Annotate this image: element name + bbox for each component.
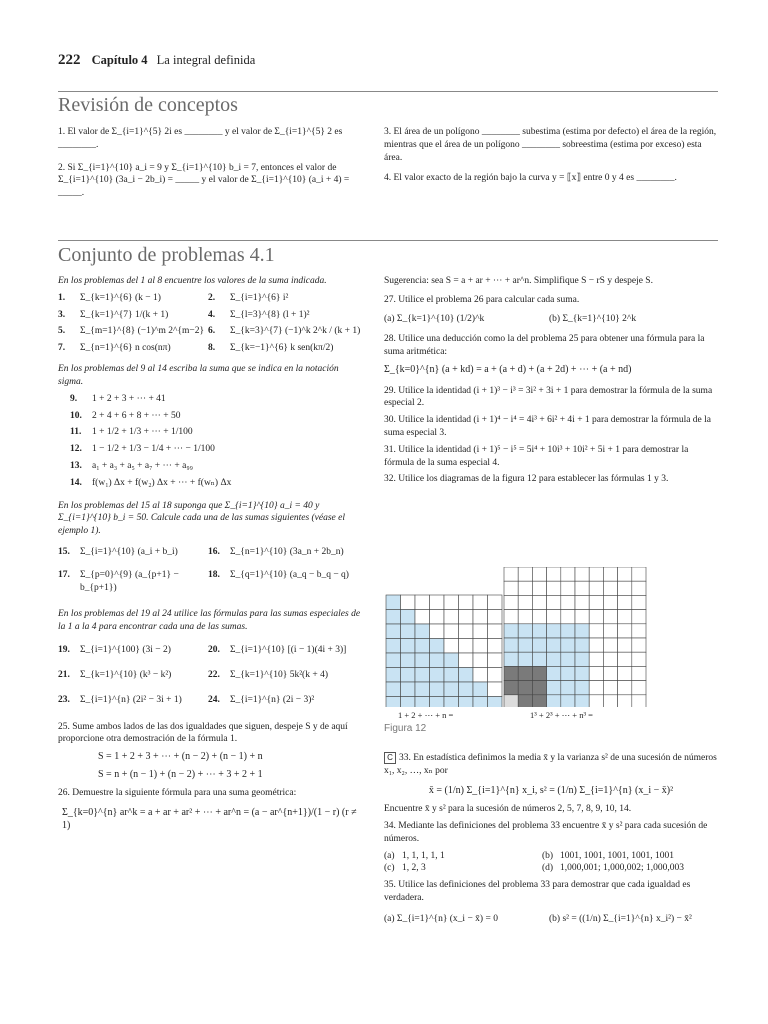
grid-cell [473,610,488,625]
grid-cell [603,595,617,609]
grid-cell [459,595,474,610]
problem-35: 35. Utilice las definiciones del problema 33 para demostrar que cada igualdad es verdadera. [384,880,691,903]
grid-cell [589,567,603,581]
problem-25-eq2: S = n + (n − 1) + (n − 2) + ⋯ + 3 + 2 + 1 [98,768,263,780]
problem-num: 2. [208,292,216,303]
problem-num: 3. [58,309,66,320]
grid-cell [603,624,617,638]
cube-grid [504,567,646,707]
problem-num: 17. [58,569,70,580]
grid-cell [518,567,532,581]
problem-expr: 1 − 1/2 + 1/3 − 1/4 + ⋯ − 1/100 [92,444,215,455]
problem-row [58,569,363,595]
grid-cell [504,666,518,680]
grid-cell [561,610,575,624]
problem-27-opts [384,313,718,326]
grid-cell [459,682,474,697]
grid-cell [401,610,416,625]
problem-num: 23. [58,694,70,705]
problems-right-bottom [384,752,718,930]
problem-num: 12. [70,444,82,455]
grid-cell [430,610,445,625]
grid-cell [561,624,575,638]
problem-row [70,393,363,406]
problem-num: 22. [208,669,220,680]
grid-cell [488,668,503,683]
grid-cell [504,681,518,695]
problem-29: 29. Utilice la identidad (i + 1)³ − i³ = 3i² + 3i + 1 para demostrar la fórmula de la suma especial 2. [384,385,713,409]
grid-cell [547,652,561,666]
problem-expr: Σ_{k=−1}^{6} k sen(kπ/2) [230,343,334,354]
opt-label: (d) [542,863,554,874]
problem-row [58,546,363,559]
grid-cell [415,610,430,625]
opt-label: (c) [384,863,395,874]
problem-25-eq1: S = 1 + 2 + 3 + ⋯ + (n − 2) + (n − 1) + n [98,751,263,763]
grid-cell [603,581,617,595]
grid-cell [589,638,603,652]
grid-cell [518,638,532,652]
grid-cell [415,624,430,639]
grid-cell [561,581,575,595]
problem-25: 25. Sume ambos lados de las dos igualdades que siguen, despeje S y de aquí proporcione otra demostración de la fórmula 1. [58,721,348,745]
grid-cell [488,697,503,708]
review-left [58,126,363,204]
problem-num: 24. [208,694,220,705]
grid-cell [488,682,503,697]
grid-cell [473,595,488,610]
figure-right-label: 1³ + 2³ + ⋯ + n³ = [530,710,593,720]
grid-cell [632,695,646,707]
grid-cell [632,567,646,581]
grid-cell [488,653,503,668]
grid-cell [575,581,589,595]
problem-expr: Σ_{q=1}^{10} (a_q − b_q − q) [230,569,349,580]
grid-cell [518,695,532,707]
grid-cell [473,697,488,708]
opt-value: 1001, 1001, 1001, 1001, 1001 [560,850,674,861]
problem-num: 16. [208,547,220,557]
problems-19-24 [58,644,363,706]
grid-cell [488,595,503,610]
grid-cell [386,682,401,697]
grid-cell [504,638,518,652]
grid-cell [547,666,561,680]
problem-expr: Σ_{i=1}^{10} (a_i + b_i) [80,547,178,557]
grid-cell [603,652,617,666]
grid-cell [473,624,488,639]
intro-15-18: En los problemas del 15 al 18 suponga que Σ_{i=1}^{10} a_i = 40 y Σ_{i=1}^{10} b_i = 50. Calcule cada una de las sumas siguientes (véase el ejemplo 1). [58,500,346,537]
opt-label: (b) [542,850,554,861]
review-right [384,126,718,189]
problem-row [70,410,363,423]
grid-cell [488,624,503,639]
review-q2: 2. Si Σ_{i=1}^{10} a_i = 9 y Σ_{i=1}^{10} b_i = 7, entonces el valor de Σ_{i=1}^{10} (3a_i − 2b_i) = _____ y el valor de Σ_{i=1}^{10} (a_i + 4) = _____. [58,162,350,199]
problem-num: 20. [208,645,220,656]
intro-9-14: En los problemas del 9 al 14 escriba la suma que se indica en la notación sigma. [58,364,339,387]
section-rule [58,240,718,241]
grid-cell [444,682,459,697]
grid-cell [618,695,632,707]
grid-cell [575,595,589,609]
grid-cell [386,653,401,668]
grid-cell [618,581,632,595]
grid-cell [532,666,546,680]
grid-cell [430,595,445,610]
problem-row [58,325,363,338]
grid-cell [504,652,518,666]
problem-expr: a₁ + a₃ + a₅ + a₇ + ⋯ + a₉₉ [92,460,193,471]
problem-num: 5. [58,326,66,337]
grid-cell [459,668,474,683]
grid-cell [401,697,416,708]
grid-cell [518,581,532,595]
grid-cell [575,624,589,638]
grid-cell [547,624,561,638]
grid-cell [589,581,603,595]
grid-cell [547,567,561,581]
grid-cell [504,595,518,609]
grid-cell [415,682,430,697]
problem-num: 11. [70,427,82,438]
grid-cell [561,681,575,695]
grid-cell [488,610,503,625]
grid-cell [618,624,632,638]
problem-row [70,443,363,456]
problems-right-top [384,275,718,490]
grid-cell [415,653,430,668]
problem-expr: Σ_{k=1}^{7} 1/(k + 1) [80,309,169,320]
grid-cell [547,638,561,652]
grid-cell [561,567,575,581]
review-q4: 4. El valor exacto de la región bajo la curva y = ⟦x⟧ entre 0 y 4 es ________. [384,173,677,184]
problem-34: 34. Mediante las definiciones del problema 33 encuentre x̄ y s² para cada sucesión de números. [384,820,708,844]
problem-row [58,342,363,355]
grid-cell [386,697,401,708]
header-rule [58,91,718,92]
grid-cell [401,682,416,697]
grid-cell [504,610,518,624]
grid-cell [589,681,603,695]
grid-cell [444,624,459,639]
grid-cell [504,581,518,595]
grid-cell [430,697,445,708]
grid-cell [532,624,546,638]
grid-cell [386,624,401,639]
problem-num: 15. [58,547,70,557]
grid-cell [589,595,603,609]
intro-1-8: En los problemas del 1 al 8 encuentre los valores de la suma indicada. [58,276,327,286]
figure-left-label: 1 + 2 + ⋯ + n = [398,710,454,720]
chapter-title: La integral definida [156,53,256,67]
grid-cell [430,682,445,697]
problem-33-end: Encuentre x̄ y s² para la sucesión de números 2, 5, 7, 8, 9, 10, 14. [384,804,632,815]
grid-cell [547,610,561,624]
problem-row [58,694,363,707]
grid-cell [444,697,459,708]
opt-value: 1,000,001; 1,000,002; 1,000,003 [560,863,685,874]
page-header [58,52,713,69]
problem-row [70,460,363,473]
grid-cell [386,668,401,683]
grid-cell [473,639,488,654]
grid-cell [618,567,632,581]
grid-cell [415,697,430,708]
problem-expr: Σ_{n=1}^{6} n cos(nπ) [80,343,171,354]
problem-26: 26. Demuestre la siguiente fórmula para una suma geométrica: [58,788,297,799]
page-number: 222 [58,52,81,68]
grid-cell [444,610,459,625]
grid-cell [547,695,561,707]
grid-cell [547,681,561,695]
grid-cell [575,610,589,624]
problems-9-14 [70,393,363,490]
problem-expr: Σ_{i=1}^{10} [(i − 1)(4i + 3)] [230,645,347,656]
grid-cell [632,652,646,666]
grid-cell [473,668,488,683]
grid-cell [547,595,561,609]
grid-cell [618,595,632,609]
grid-cell [589,610,603,624]
grid-cell [589,624,603,638]
figure-caption: Figura 12 [384,723,427,734]
review-q1: 1. El valor de Σ_{i=1}^{5} 2i es ________ y el valor de Σ_{i=1}^{5} 2 es ________. [58,127,343,150]
problem-expr: Σ_{i=1}^{n} (2i² − 3i + 1) [80,694,182,705]
problem-expr: 1 + 1/2 + 1/3 + ⋯ + 1/100 [92,427,193,438]
grid-cell [473,682,488,697]
problem-num: 1. [58,292,66,303]
grid-cell [401,668,416,683]
problem-32: 32. Utilice los diagramas de la figura 12 para establecer las fórmulas 1 y 3. [384,474,669,485]
problem-row [58,292,363,305]
grid-cell [575,681,589,695]
grid-cell [518,610,532,624]
hint: Sugerencia: sea S = a + ar + ⋯ + ar^n. Simplifique S − rS y despeje S. [384,276,653,286]
grid-cell [589,666,603,680]
grid-cell [575,695,589,707]
grid-cell [386,595,401,610]
intro-19-24: En los problemas del 19 al 24 utilice las fórmulas para las sumas especiales de la 1 a la 4 para encontrar cada una de las sumas. [58,609,361,633]
grid-cell [618,666,632,680]
grid-cell [589,695,603,707]
problem-num: 10. [70,410,82,421]
grid-cell [561,638,575,652]
grid-cell [561,652,575,666]
problem-28: 28. Utilice una deducción como la del problema 25 para obtener una fórmula para la suma aritmética: [384,334,705,358]
problem-28-eq: Σ_{k=0}^{n} (a + kd) = a + (a + d) + (a + 2d) + ⋯ + (a + nd) [384,364,632,376]
grid-cell [504,695,518,707]
problem-expr: Σ_{k=1}^{6} (k − 1) [80,292,161,303]
grid-cell [444,668,459,683]
problem-expr: 2 + 4 + 6 + 8 + ⋯ + 50 [92,410,181,421]
grid-cell [459,610,474,625]
grid-cell [603,610,617,624]
problem-num: 7. [58,343,66,354]
problem-expr: Σ_{m=1}^{8} (−1)^m 2^{m−2} [80,326,205,337]
grid-cell [575,652,589,666]
grid-cell [518,595,532,609]
grid-cell [518,624,532,638]
grid-cell [401,639,416,654]
grid-cell [415,595,430,610]
grid-cell [430,639,445,654]
problem-expr: Σ_{p=0}^{9} (a_{p+1} − b_{p+1}) [80,569,179,593]
problem-34-row [384,850,718,863]
grid-cell [518,681,532,695]
grid-cell [532,695,546,707]
grid-cell [632,638,646,652]
problem-expr: Σ_{k=1}^{10} 5k²(k + 4) [230,669,328,680]
grid-cell [459,639,474,654]
grid-cell [575,638,589,652]
grid-cell [444,653,459,668]
grid-cell [415,639,430,654]
grid-cell [603,681,617,695]
grid-cell [632,681,646,695]
grid-cell [444,595,459,610]
grid-cell [459,624,474,639]
grid-cell [532,652,546,666]
triangle-grid [386,595,502,707]
review-heading: Revisión de conceptos [58,94,238,116]
calculator-icon: C [384,752,396,764]
grid-cell [575,567,589,581]
review-q3: 3. El área de un polígono ________ subestima (estima por defecto) el área de la región, mientras que el área de un polígono ________ sobreestima (estima por exceso) esta área. [384,127,717,163]
grid-cell [518,652,532,666]
grid-cell [618,652,632,666]
grid-cell [415,668,430,683]
problem-27-b: (b) Σ_{k=1}^{10} 2^k [549,313,637,324]
grid-cell [632,624,646,638]
problems-1-8 [58,292,363,355]
grid-cell [430,668,445,683]
grid-cell [618,610,632,624]
grid-cell [488,639,503,654]
figure-12 [384,567,718,707]
problem-num: 18. [208,569,220,580]
grid-cell [430,653,445,668]
grid-cell [504,567,518,581]
problem-27: 27. Utilice el problema 26 para calcular cada suma. [384,294,580,305]
problem-expr: Σ_{i=1}^{100} (3i − 2) [80,645,171,656]
opt-label: (a) [384,850,395,861]
grid-cell [618,638,632,652]
grid-cell [386,639,401,654]
grid-cell [532,595,546,609]
grid-cell [632,581,646,595]
problem-35-opts [384,913,718,926]
grid-cell [532,567,546,581]
problem-33: 33. En estadística definimos la media x̄ y la varianza s² de una sucesión de números x₁, x₂, …, xₙ por [384,753,717,776]
problem-num: 13. [70,460,82,471]
grid-cell [632,610,646,624]
grid-cell [561,695,575,707]
problem-row [58,309,363,322]
grid-cell [401,653,416,668]
problem-row [58,669,363,682]
problem-num: 4. [208,309,216,320]
grid-cell [504,624,518,638]
grid-cell [561,666,575,680]
problem-34-row [384,862,718,875]
problem-row [70,426,363,439]
grid-cell [603,638,617,652]
grid-cell [401,624,416,639]
grid-cell [444,639,459,654]
grid-cell [632,666,646,680]
grid-cell [618,681,632,695]
grid-cell [459,697,474,708]
problem-expr: Σ_{i=1}^{6} i² [230,292,289,303]
problem-expr: 1 + 2 + 3 + ⋯ + 41 [92,393,166,404]
problem-num: 21. [58,669,70,680]
grid-cell [603,666,617,680]
problem-30: 30. Utilice la identidad (i + 1)⁴ − i⁴ = 4i³ + 6i² + 4i + 1 para demostrar la fórmula de la suma especial 3. [384,415,712,438]
grid-cell [386,610,401,625]
problem-num: 6. [208,326,216,337]
grid-cell [518,666,532,680]
grid-cell [603,567,617,581]
problem-35-a: (a) Σ_{i=1}^{n} (x_i − x̄) = 0 [384,913,498,924]
grid-cell [561,595,575,609]
grid-cell [401,595,416,610]
problem-expr: Σ_{n=1}^{10} (3a_n + 2b_n) [230,547,344,557]
opt-value: 1, 1, 1, 1, 1 [402,850,445,861]
problem-expr: Σ_{k=1}^{10} (k³ − k²) [80,669,172,680]
problem-num: 14. [70,477,82,488]
grid-cell [532,581,546,595]
problem-expr: Σ_{l=3}^{8} (l + 1)² [230,309,310,320]
problem-num: 9. [70,393,78,404]
problem-expr: Σ_{k=3}^{7} (−1)^k 2^k / (k + 1) [230,326,361,337]
problems-heading: Conjunto de problemas 4.1 [58,244,275,266]
problem-row [70,477,363,490]
problems-15-18 [58,546,363,594]
opt-value: 1, 2, 3 [402,863,426,874]
grid-cell [473,653,488,668]
problem-row [58,644,363,657]
problem-expr: Σ_{i=1}^{n} (2i − 3)² [230,694,315,705]
problem-num: 19. [58,645,70,656]
grid-cell [532,638,546,652]
problem-31: 31. Utilice la identidad (i + 1)⁵ − i⁵ = 5i⁴ + 10i³ + 10i² + 5i + 1 para demostrar la fórmula de la suma especial 4. [384,444,689,468]
grid-cell [632,595,646,609]
grid-cell [532,681,546,695]
problem-num: 8. [208,343,216,354]
problems-left [58,275,363,837]
grid-cell [603,695,617,707]
grid-cell [589,652,603,666]
grid-cell [459,653,474,668]
problem-27-a: (a) Σ_{k=1}^{10} (1/2)^k [384,313,485,324]
problem-33-eq: x̄ = (1/n) Σ_{i=1}^{n} x_i, s² = (1/n) Σ_{i=1}^{n} (x_i − x̄)² [428,784,674,796]
grid-cell [532,610,546,624]
grid-cell [430,624,445,639]
problem-35-b: (b) s² = ((1/n) Σ_{i=1}^{n} x_i²) − x̄² [549,913,692,924]
problem-26-eq: Σ_{k=0}^{n} ar^k = a + ar + ar² + ⋯ + ar^n = (a − ar^{n+1})/(1 − r) (r ≠ 1) [62,806,357,832]
chapter-label: Capítulo 4 [91,53,148,67]
grid-cell [575,666,589,680]
problem-expr: f(w₁) Δx + f(w₂) Δx + ⋯ + f(wₙ) Δx [92,477,232,488]
grid-cell [547,581,561,595]
